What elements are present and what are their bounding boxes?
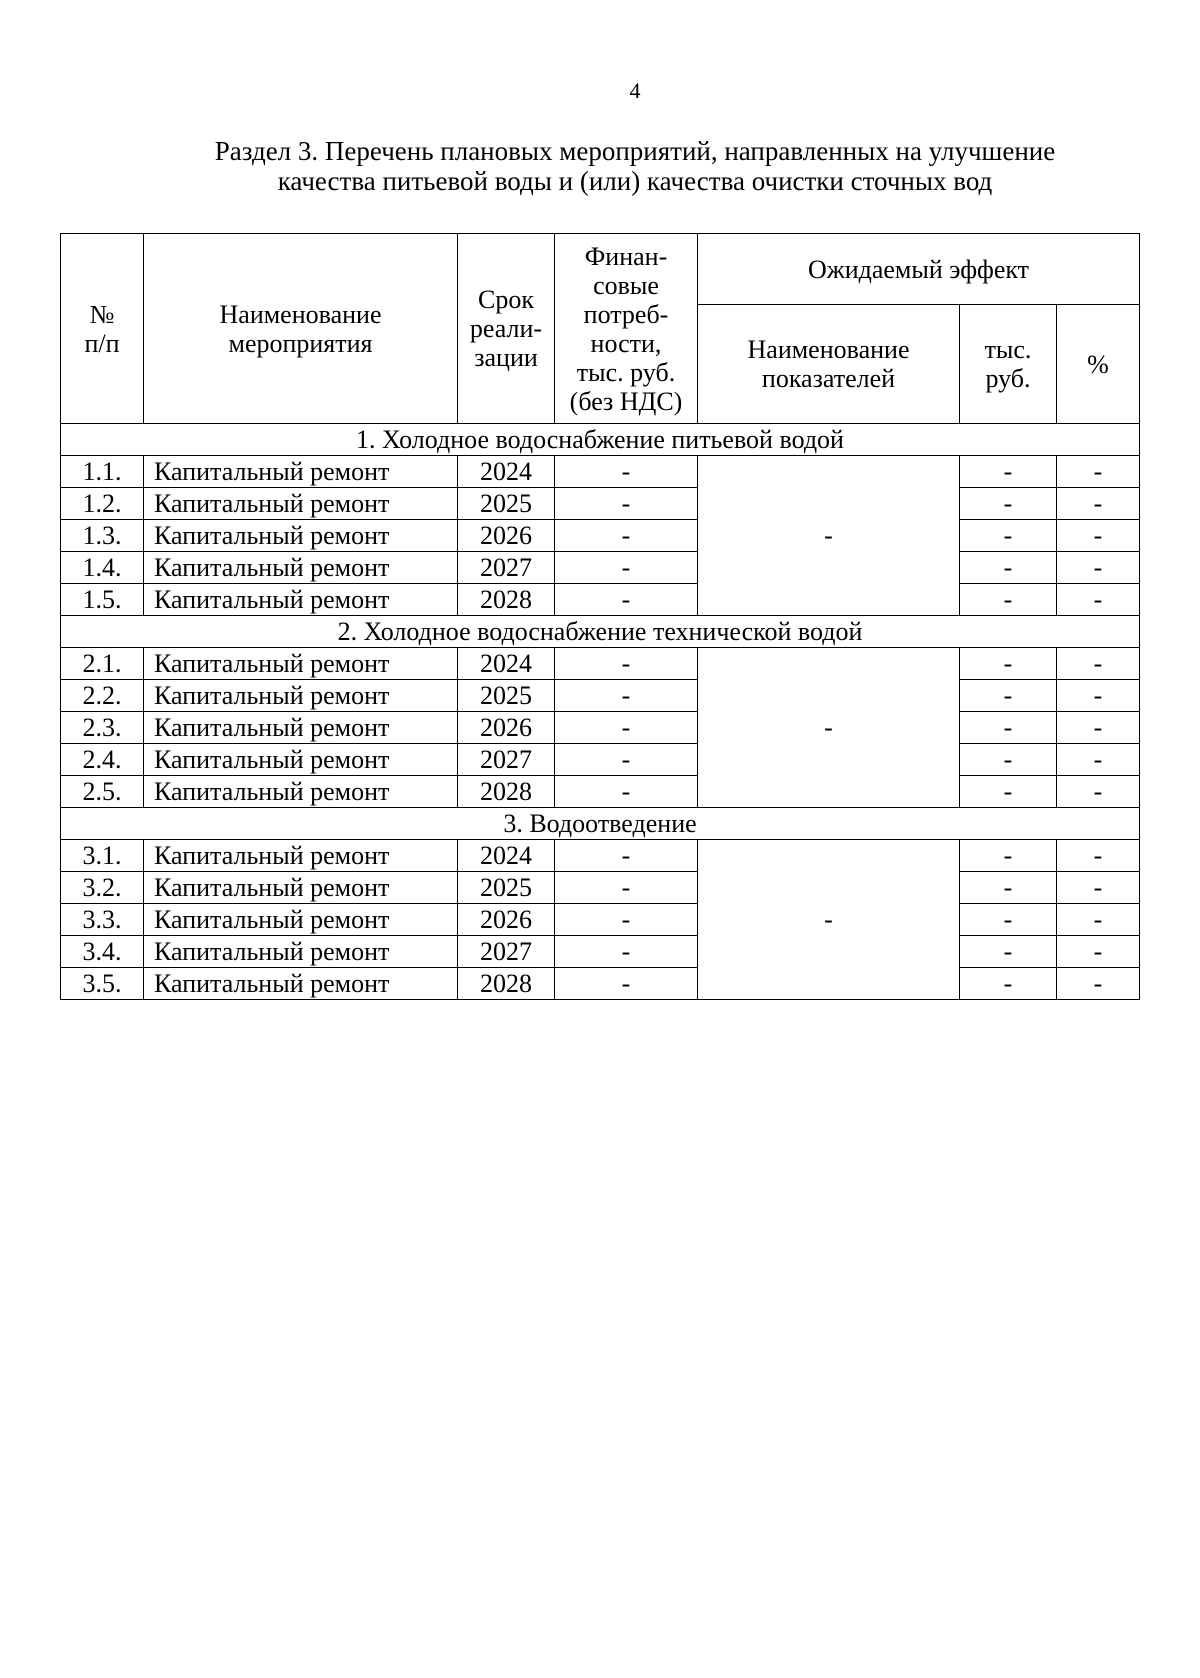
cell-percent: -	[1057, 456, 1140, 488]
cell-thousand-rub: -	[960, 584, 1057, 616]
measures-table	[60, 233, 1140, 1000]
cell-finance: -	[555, 936, 698, 968]
cell-percent: -	[1057, 872, 1140, 904]
cell-thousand-rub: -	[960, 872, 1057, 904]
cell-year: 2024	[458, 456, 555, 488]
header-thousand-rub: тыс. руб.	[960, 305, 1057, 424]
cell-finance: -	[555, 872, 698, 904]
cell-year: 2025	[458, 488, 555, 520]
cell-finance: -	[555, 520, 698, 552]
table-body	[61, 424, 1140, 1000]
section-title-cell: 1. Холодное водоснабжение питьевой водой	[61, 424, 1140, 456]
cell-thousand-rub: -	[960, 968, 1057, 1000]
cell-num: 3.5.	[61, 968, 144, 1000]
cell-thousand-rub: -	[960, 904, 1057, 936]
cell-measure-name: Капитальный ремонт	[144, 552, 458, 584]
cell-measure-name: Капитальный ремонт	[144, 680, 458, 712]
cell-percent: -	[1057, 904, 1140, 936]
table-row	[61, 520, 1140, 552]
cell-finance: -	[555, 840, 698, 872]
cell-year: 2024	[458, 840, 555, 872]
cell-measure-name: Капитальный ремонт	[144, 904, 458, 936]
cell-num: 2.5.	[61, 776, 144, 808]
cell-measure-name: Капитальный ремонт	[144, 648, 458, 680]
cell-percent: -	[1057, 968, 1140, 1000]
cell-thousand-rub: -	[960, 520, 1057, 552]
cell-year: 2026	[458, 712, 555, 744]
section-title	[0, 136, 1200, 196]
cell-year: 2025	[458, 872, 555, 904]
cell-thousand-rub: -	[960, 488, 1057, 520]
cell-measure-name: Капитальный ремонт	[144, 520, 458, 552]
section-row	[61, 616, 1140, 648]
cell-finance: -	[555, 776, 698, 808]
cell-num: 1.5.	[61, 584, 144, 616]
cell-percent: -	[1057, 776, 1140, 808]
cell-year: 2025	[458, 680, 555, 712]
cell-measure-name: Капитальный ремонт	[144, 456, 458, 488]
cell-year: 2026	[458, 520, 555, 552]
cell-num: 3.3.	[61, 904, 144, 936]
cell-num: 1.3.	[61, 520, 144, 552]
table-row	[61, 456, 1140, 488]
cell-percent: -	[1057, 680, 1140, 712]
cell-num: 1.4.	[61, 552, 144, 584]
cell-num: 2.2.	[61, 680, 144, 712]
table-row	[61, 744, 1140, 776]
cell-finance: -	[555, 552, 698, 584]
cell-finance: -	[555, 488, 698, 520]
cell-num: 3.1.	[61, 840, 144, 872]
cell-year: 2028	[458, 776, 555, 808]
table-row	[61, 648, 1140, 680]
cell-thousand-rub: -	[960, 936, 1057, 968]
cell-finance: -	[555, 712, 698, 744]
cell-thousand-rub: -	[960, 680, 1057, 712]
table-row	[61, 840, 1140, 872]
table-row	[61, 552, 1140, 584]
cell-finance: -	[555, 456, 698, 488]
cell-finance: -	[555, 904, 698, 936]
cell-finance: -	[555, 648, 698, 680]
cell-measure-name: Капитальный ремонт	[144, 488, 458, 520]
section-title-line-1: Раздел 3. Перечень плановых мероприятий, направленных на улучшение	[214, 136, 1056, 166]
section-title-line-2: качества питьевой воды и (или) качества очистки сточных вод	[277, 166, 993, 196]
section-row	[61, 424, 1140, 456]
table-header	[61, 234, 1140, 424]
table-row	[61, 584, 1140, 616]
cell-year: 2027	[458, 744, 555, 776]
table-row	[61, 936, 1140, 968]
cell-num: 3.4.	[61, 936, 144, 968]
cell-measure-name: Капитальный ремонт	[144, 872, 458, 904]
page-number: 4	[629, 78, 641, 103]
cell-year: 2028	[458, 584, 555, 616]
cell-finance: -	[555, 968, 698, 1000]
header-term: Срок реали- зации	[458, 234, 555, 424]
section-row	[61, 808, 1140, 840]
header-finance: Финан- совые потреб- ности, тыс. руб. (без НДС)	[555, 234, 698, 424]
cell-year: 2027	[458, 936, 555, 968]
cell-num: 2.4.	[61, 744, 144, 776]
cell-thousand-rub: -	[960, 712, 1057, 744]
table-row	[61, 680, 1140, 712]
cell-measure-name: Капитальный ремонт	[144, 712, 458, 744]
cell-percent: -	[1057, 840, 1140, 872]
table-row	[61, 872, 1140, 904]
header-name: Наименование мероприятия	[144, 234, 458, 424]
section-title-cell: 3. Водоотведение	[61, 808, 1140, 840]
cell-percent: -	[1057, 552, 1140, 584]
cell-percent: -	[1057, 584, 1140, 616]
cell-year: 2024	[458, 648, 555, 680]
header-effect: Ожидаемый эффект	[698, 234, 1140, 305]
cell-percent: -	[1057, 488, 1140, 520]
cell-measure-name: Капитальный ремонт	[144, 584, 458, 616]
cell-measure-name: Капитальный ремонт	[144, 968, 458, 1000]
table-row	[61, 488, 1140, 520]
cell-num: 1.2.	[61, 488, 144, 520]
cell-thousand-rub: -	[960, 776, 1057, 808]
cell-num: 2.1.	[61, 648, 144, 680]
table-row	[61, 968, 1140, 1000]
cell-thousand-rub: -	[960, 744, 1057, 776]
cell-finance: -	[555, 584, 698, 616]
cell-num: 2.3.	[61, 712, 144, 744]
cell-percent: -	[1057, 648, 1140, 680]
table-row	[61, 776, 1140, 808]
header-num: № п/п	[61, 234, 144, 424]
cell-measure-name: Капитальный ремонт	[144, 936, 458, 968]
header-percent: %	[1057, 305, 1140, 424]
cell-percent: -	[1057, 712, 1140, 744]
cell-indicator: -	[698, 840, 960, 1000]
cell-num: 3.2.	[61, 872, 144, 904]
cell-thousand-rub: -	[960, 456, 1057, 488]
cell-indicator: -	[698, 456, 960, 616]
cell-year: 2026	[458, 904, 555, 936]
cell-thousand-rub: -	[960, 840, 1057, 872]
cell-finance: -	[555, 744, 698, 776]
cell-measure-name: Капитальный ремонт	[144, 744, 458, 776]
cell-finance: -	[555, 680, 698, 712]
table-row	[61, 904, 1140, 936]
cell-percent: -	[1057, 744, 1140, 776]
cell-thousand-rub: -	[960, 648, 1057, 680]
cell-measure-name: Капитальный ремонт	[144, 840, 458, 872]
cell-year: 2028	[458, 968, 555, 1000]
cell-percent: -	[1057, 936, 1140, 968]
cell-indicator: -	[698, 648, 960, 808]
cell-year: 2027	[458, 552, 555, 584]
cell-num: 1.1.	[61, 456, 144, 488]
cell-percent: -	[1057, 520, 1140, 552]
header-indicator: Наименование показателей	[698, 305, 960, 424]
section-title-cell: 2. Холодное водоснабжение технической водой	[61, 616, 1140, 648]
table-row	[61, 712, 1140, 744]
cell-measure-name: Капитальный ремонт	[144, 776, 458, 808]
cell-thousand-rub: -	[960, 552, 1057, 584]
